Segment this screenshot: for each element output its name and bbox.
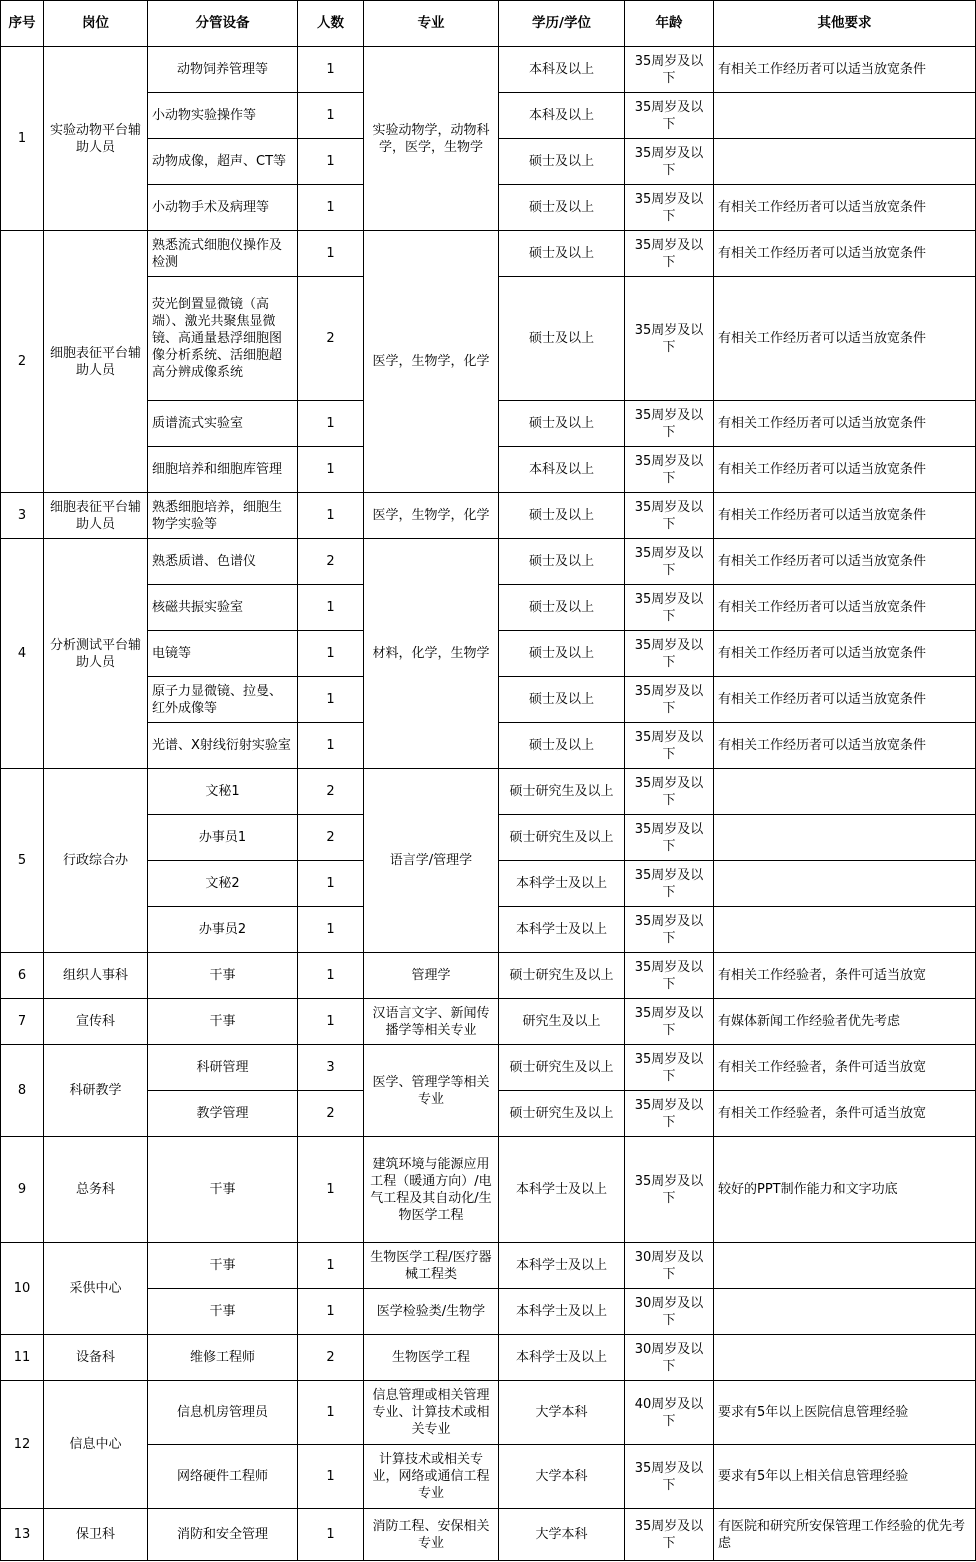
equipment-cell: 科研管理 <box>148 1045 298 1091</box>
table-row <box>1 1243 976 1289</box>
equipment-cell: 教学管理 <box>148 1091 298 1137</box>
requirements-cell <box>714 861 976 907</box>
degree-cell: 本科学士及以上 <box>499 1289 625 1335</box>
equipment-cell: 细胞培养和细胞库管理 <box>148 447 298 493</box>
requirements-cell <box>714 93 976 139</box>
requirements-cell: 有相关工作经历者可以适当放宽条件 <box>714 631 976 677</box>
degree-cell: 本科学士及以上 <box>499 1335 625 1381</box>
major-cell: 计算技术或相关专业，网络或通信工程专业 <box>364 1445 499 1509</box>
age-cell: 35周岁及以下 <box>625 539 714 585</box>
degree-cell: 本科及以上 <box>499 93 625 139</box>
count-cell: 2 <box>298 1335 364 1381</box>
row-number: 3 <box>1 493 44 539</box>
degree-cell: 本科及以上 <box>499 47 625 93</box>
degree-cell: 硕士研究生及以上 <box>499 769 625 815</box>
table-row <box>1 1335 976 1381</box>
degree-cell: 硕士及以上 <box>499 185 625 231</box>
age-cell: 35周岁及以下 <box>625 1509 714 1561</box>
degree-cell: 本科学士及以上 <box>499 1137 625 1243</box>
post-name: 科研教学 <box>44 1045 148 1137</box>
count-cell: 1 <box>298 585 364 631</box>
post-name: 宣传科 <box>44 999 148 1045</box>
equipment-cell: 干事 <box>148 1243 298 1289</box>
age-cell: 35周岁及以下 <box>625 1445 714 1509</box>
table-row <box>1 1509 976 1561</box>
row-number: 10 <box>1 1243 44 1335</box>
age-cell: 35周岁及以下 <box>625 47 714 93</box>
degree-cell: 硕士研究生及以上 <box>499 1091 625 1137</box>
degree-cell: 硕士及以上 <box>499 677 625 723</box>
post-name: 行政综合办 <box>44 769 148 953</box>
requirements-cell: 有相关工作经验者，条件可适当放宽 <box>714 1045 976 1091</box>
degree-cell: 硕士及以上 <box>499 631 625 677</box>
table-row <box>1 769 976 815</box>
count-cell: 1 <box>298 1243 364 1289</box>
age-cell: 35周岁及以下 <box>625 493 714 539</box>
degree-cell: 硕士及以上 <box>499 401 625 447</box>
major-cell: 消防工程、安保相关专业 <box>364 1509 499 1561</box>
equipment-cell: 荧光倒置显微镜（高端）、激光共聚焦显微镜、高通量悬浮细胞图像分析系统、活细胞超高分辨成像系统 <box>148 277 298 401</box>
equipment-cell: 光谱、X射线衍射实验室 <box>148 723 298 769</box>
post-name: 信息中心 <box>44 1381 148 1509</box>
degree-cell: 硕士及以上 <box>499 539 625 585</box>
equipment-cell: 信息机房管理员 <box>148 1381 298 1445</box>
count-cell: 2 <box>298 769 364 815</box>
requirements-cell <box>714 1289 976 1335</box>
degree-cell: 硕士及以上 <box>499 493 625 539</box>
count-cell: 1 <box>298 447 364 493</box>
count-cell: 1 <box>298 677 364 723</box>
equipment-cell: 熟悉流式细胞仪操作及检测 <box>148 231 298 277</box>
age-cell: 35周岁及以下 <box>625 185 714 231</box>
count-cell: 1 <box>298 93 364 139</box>
table-row <box>1 1381 976 1445</box>
degree-cell: 硕士及以上 <box>499 139 625 185</box>
row-number: 6 <box>1 953 44 999</box>
count-cell: 2 <box>298 815 364 861</box>
requirements-cell: 有相关工作经历者可以适当放宽条件 <box>714 539 976 585</box>
age-cell: 35周岁及以下 <box>625 585 714 631</box>
post-name: 实验动物平台辅助人员 <box>44 47 148 231</box>
count-cell: 1 <box>298 1137 364 1243</box>
major-cell: 生物医学工程/医疗器械工程类 <box>364 1243 499 1289</box>
age-cell: 35周岁及以下 <box>625 447 714 493</box>
equipment-cell: 维修工程师 <box>148 1335 298 1381</box>
major-cell: 信息管理或相关管理专业、计算技术或相关专业 <box>364 1381 499 1445</box>
header-count: 人数 <box>298 1 364 47</box>
post-name: 组织人事科 <box>44 953 148 999</box>
count-cell: 1 <box>298 999 364 1045</box>
requirements-cell: 有相关工作经历者可以适当放宽条件 <box>714 723 976 769</box>
header-major: 专业 <box>364 1 499 47</box>
row-number: 5 <box>1 769 44 953</box>
degree-cell: 硕士及以上 <box>499 277 625 401</box>
age-cell: 30周岁及以下 <box>625 1243 714 1289</box>
header-degree: 学历/学位 <box>499 1 625 47</box>
age-cell: 30周岁及以下 <box>625 1289 714 1335</box>
requirements-cell: 有相关工作经历者可以适当放宽条件 <box>714 47 976 93</box>
header-age: 年龄 <box>625 1 714 47</box>
age-cell: 35周岁及以下 <box>625 93 714 139</box>
age-cell: 35周岁及以下 <box>625 277 714 401</box>
post-name: 保卫科 <box>44 1509 148 1561</box>
table-row <box>1 1445 976 1509</box>
equipment-cell: 办事员2 <box>148 907 298 953</box>
age-cell: 35周岁及以下 <box>625 723 714 769</box>
requirements-cell <box>714 769 976 815</box>
row-number: 1 <box>1 47 44 231</box>
equipment-cell: 小动物手术及病理等 <box>148 185 298 231</box>
degree-cell: 本科学士及以上 <box>499 907 625 953</box>
count-cell: 1 <box>298 231 364 277</box>
count-cell: 3 <box>298 1045 364 1091</box>
age-cell: 35周岁及以下 <box>625 401 714 447</box>
post-name: 细胞表征平台辅助人员 <box>44 231 148 493</box>
age-cell: 35周岁及以下 <box>625 139 714 185</box>
header-no: 序号 <box>1 1 44 47</box>
major-cell: 医学、管理学等相关专业 <box>364 1045 499 1137</box>
table-row <box>1 539 976 585</box>
degree-cell: 硕士及以上 <box>499 585 625 631</box>
age-cell: 30周岁及以下 <box>625 1335 714 1381</box>
equipment-cell: 原子力显微镜、拉曼、红外成像等 <box>148 677 298 723</box>
table-row <box>1 999 976 1045</box>
equipment-cell: 干事 <box>148 999 298 1045</box>
equipment-cell: 文秘2 <box>148 861 298 907</box>
count-cell: 1 <box>298 1289 364 1335</box>
row-number: 11 <box>1 1335 44 1381</box>
requirements-cell <box>714 815 976 861</box>
degree-cell: 本科学士及以上 <box>499 1243 625 1289</box>
degree-cell: 硕士研究生及以上 <box>499 953 625 999</box>
count-cell: 2 <box>298 539 364 585</box>
equipment-cell: 动物饲养管理等 <box>148 47 298 93</box>
count-cell: 1 <box>298 493 364 539</box>
major-cell: 材料，化学，生物学 <box>364 539 499 769</box>
requirements-cell: 有相关工作经验者，条件可适当放宽 <box>714 1091 976 1137</box>
equipment-cell: 核磁共振实验室 <box>148 585 298 631</box>
row-number: 13 <box>1 1509 44 1561</box>
equipment-cell: 熟悉细胞培养，细胞生物学实验等 <box>148 493 298 539</box>
row-number: 8 <box>1 1045 44 1137</box>
major-cell: 管理学 <box>364 953 499 999</box>
post-name: 总务科 <box>44 1137 148 1243</box>
requirements-cell: 有相关工作经历者可以适当放宽条件 <box>714 277 976 401</box>
major-cell: 建筑环境与能源应用工程（暖通方向）/电气工程及其自动化/生物医学工程 <box>364 1137 499 1243</box>
requirements-cell: 有相关工作经历者可以适当放宽条件 <box>714 185 976 231</box>
equipment-cell: 消防和安全管理 <box>148 1509 298 1561</box>
count-cell: 1 <box>298 861 364 907</box>
row-number: 12 <box>1 1381 44 1509</box>
equipment-cell: 小动物实验操作等 <box>148 93 298 139</box>
count-cell: 1 <box>298 907 364 953</box>
age-cell: 35周岁及以下 <box>625 1045 714 1091</box>
equipment-cell: 干事 <box>148 953 298 999</box>
table-row <box>1 1045 976 1091</box>
degree-cell: 硕士研究生及以上 <box>499 815 625 861</box>
degree-cell: 硕士及以上 <box>499 231 625 277</box>
count-cell: 1 <box>298 185 364 231</box>
requirements-cell: 要求有5年以上相关信息管理经验 <box>714 1445 976 1509</box>
equipment-cell: 文秘1 <box>148 769 298 815</box>
equipment-cell: 干事 <box>148 1137 298 1243</box>
requirements-cell: 有相关工作经历者可以适当放宽条件 <box>714 447 976 493</box>
age-cell: 35周岁及以下 <box>625 1137 714 1243</box>
count-cell: 1 <box>298 139 364 185</box>
table-body <box>1 47 976 1561</box>
post-name: 设备科 <box>44 1335 148 1381</box>
header-equipment: 分管设备 <box>148 1 298 47</box>
table-row <box>1 1289 976 1335</box>
count-cell: 2 <box>298 277 364 401</box>
table-row <box>1 493 976 539</box>
count-cell: 2 <box>298 1091 364 1137</box>
requirements-cell <box>714 139 976 185</box>
post-name: 采供中心 <box>44 1243 148 1335</box>
count-cell: 1 <box>298 631 364 677</box>
degree-cell: 硕士及以上 <box>499 723 625 769</box>
age-cell: 35周岁及以下 <box>625 815 714 861</box>
requirements-cell: 有媒体新闻工作经验者优先考虑 <box>714 999 976 1045</box>
row-number: 2 <box>1 231 44 493</box>
requirements-cell: 有相关工作经历者可以适当放宽条件 <box>714 493 976 539</box>
age-cell: 35周岁及以下 <box>625 953 714 999</box>
equipment-cell: 办事员1 <box>148 815 298 861</box>
count-cell: 1 <box>298 723 364 769</box>
count-cell: 1 <box>298 47 364 93</box>
equipment-cell: 干事 <box>148 1289 298 1335</box>
age-cell: 35周岁及以下 <box>625 861 714 907</box>
degree-cell: 本科及以上 <box>499 447 625 493</box>
degree-cell: 硕士研究生及以上 <box>499 1045 625 1091</box>
count-cell: 1 <box>298 401 364 447</box>
requirements-cell: 有相关工作经历者可以适当放宽条件 <box>714 231 976 277</box>
requirements-cell: 有相关工作经历者可以适当放宽条件 <box>714 677 976 723</box>
degree-cell: 大学本科 <box>499 1445 625 1509</box>
age-cell: 35周岁及以下 <box>625 631 714 677</box>
table-row <box>1 953 976 999</box>
requirements-cell <box>714 907 976 953</box>
count-cell: 1 <box>298 953 364 999</box>
age-cell: 35周岁及以下 <box>625 999 714 1045</box>
count-cell: 1 <box>298 1445 364 1509</box>
major-cell: 生物医学工程 <box>364 1335 499 1381</box>
requirements-cell <box>714 1335 976 1381</box>
degree-cell: 研究生及以上 <box>499 999 625 1045</box>
table-row <box>1 1137 976 1243</box>
row-number: 9 <box>1 1137 44 1243</box>
equipment-cell: 质谱流式实验室 <box>148 401 298 447</box>
requirements-cell: 有医院和研究所安保管理工作经验的优先考虑 <box>714 1509 976 1561</box>
degree-cell: 本科学士及以上 <box>499 861 625 907</box>
major-cell: 语言学/管理学 <box>364 769 499 953</box>
equipment-cell: 电镜等 <box>148 631 298 677</box>
equipment-cell: 网络硬件工程师 <box>148 1445 298 1509</box>
row-number: 4 <box>1 539 44 769</box>
requirements-cell <box>714 1243 976 1289</box>
count-cell: 1 <box>298 1381 364 1445</box>
count-cell: 1 <box>298 1509 364 1561</box>
age-cell: 35周岁及以下 <box>625 677 714 723</box>
table-row <box>1 231 976 277</box>
age-cell: 40周岁及以下 <box>625 1381 714 1445</box>
major-cell: 医学，生物学，化学 <box>364 231 499 493</box>
requirements-cell: 有相关工作经历者可以适当放宽条件 <box>714 585 976 631</box>
table-row <box>1 47 976 93</box>
age-cell: 35周岁及以下 <box>625 769 714 815</box>
major-cell: 汉语言文字、新闻传播学等相关专业 <box>364 999 499 1045</box>
equipment-cell: 熟悉质谱、色谱仪 <box>148 539 298 585</box>
requirements-cell: 要求有5年以上医院信息管理经验 <box>714 1381 976 1445</box>
post-name: 细胞表征平台辅助人员 <box>44 493 148 539</box>
requirements-cell: 有相关工作经历者可以适当放宽条件 <box>714 401 976 447</box>
equipment-cell: 动物成像，超声、CT等 <box>148 139 298 185</box>
header-post: 岗位 <box>44 1 148 47</box>
degree-cell: 大学本科 <box>499 1509 625 1561</box>
age-cell: 35周岁及以下 <box>625 1091 714 1137</box>
age-cell: 35周岁及以下 <box>625 231 714 277</box>
requirements-cell: 有相关工作经验者，条件可适当放宽 <box>714 953 976 999</box>
major-cell: 医学，生物学，化学 <box>364 493 499 539</box>
major-cell: 实验动物学，动物科学，医学，生物学 <box>364 47 499 231</box>
requirements-cell: 较好的PPT制作能力和文字功底 <box>714 1137 976 1243</box>
degree-cell: 大学本科 <box>499 1381 625 1445</box>
post-name: 分析测试平台辅助人员 <box>44 539 148 769</box>
age-cell: 35周岁及以下 <box>625 907 714 953</box>
header-row <box>1 1 976 47</box>
header-requirements: 其他要求 <box>714 1 976 47</box>
row-number: 7 <box>1 999 44 1045</box>
major-cell: 医学检验类/生物学 <box>364 1289 499 1335</box>
